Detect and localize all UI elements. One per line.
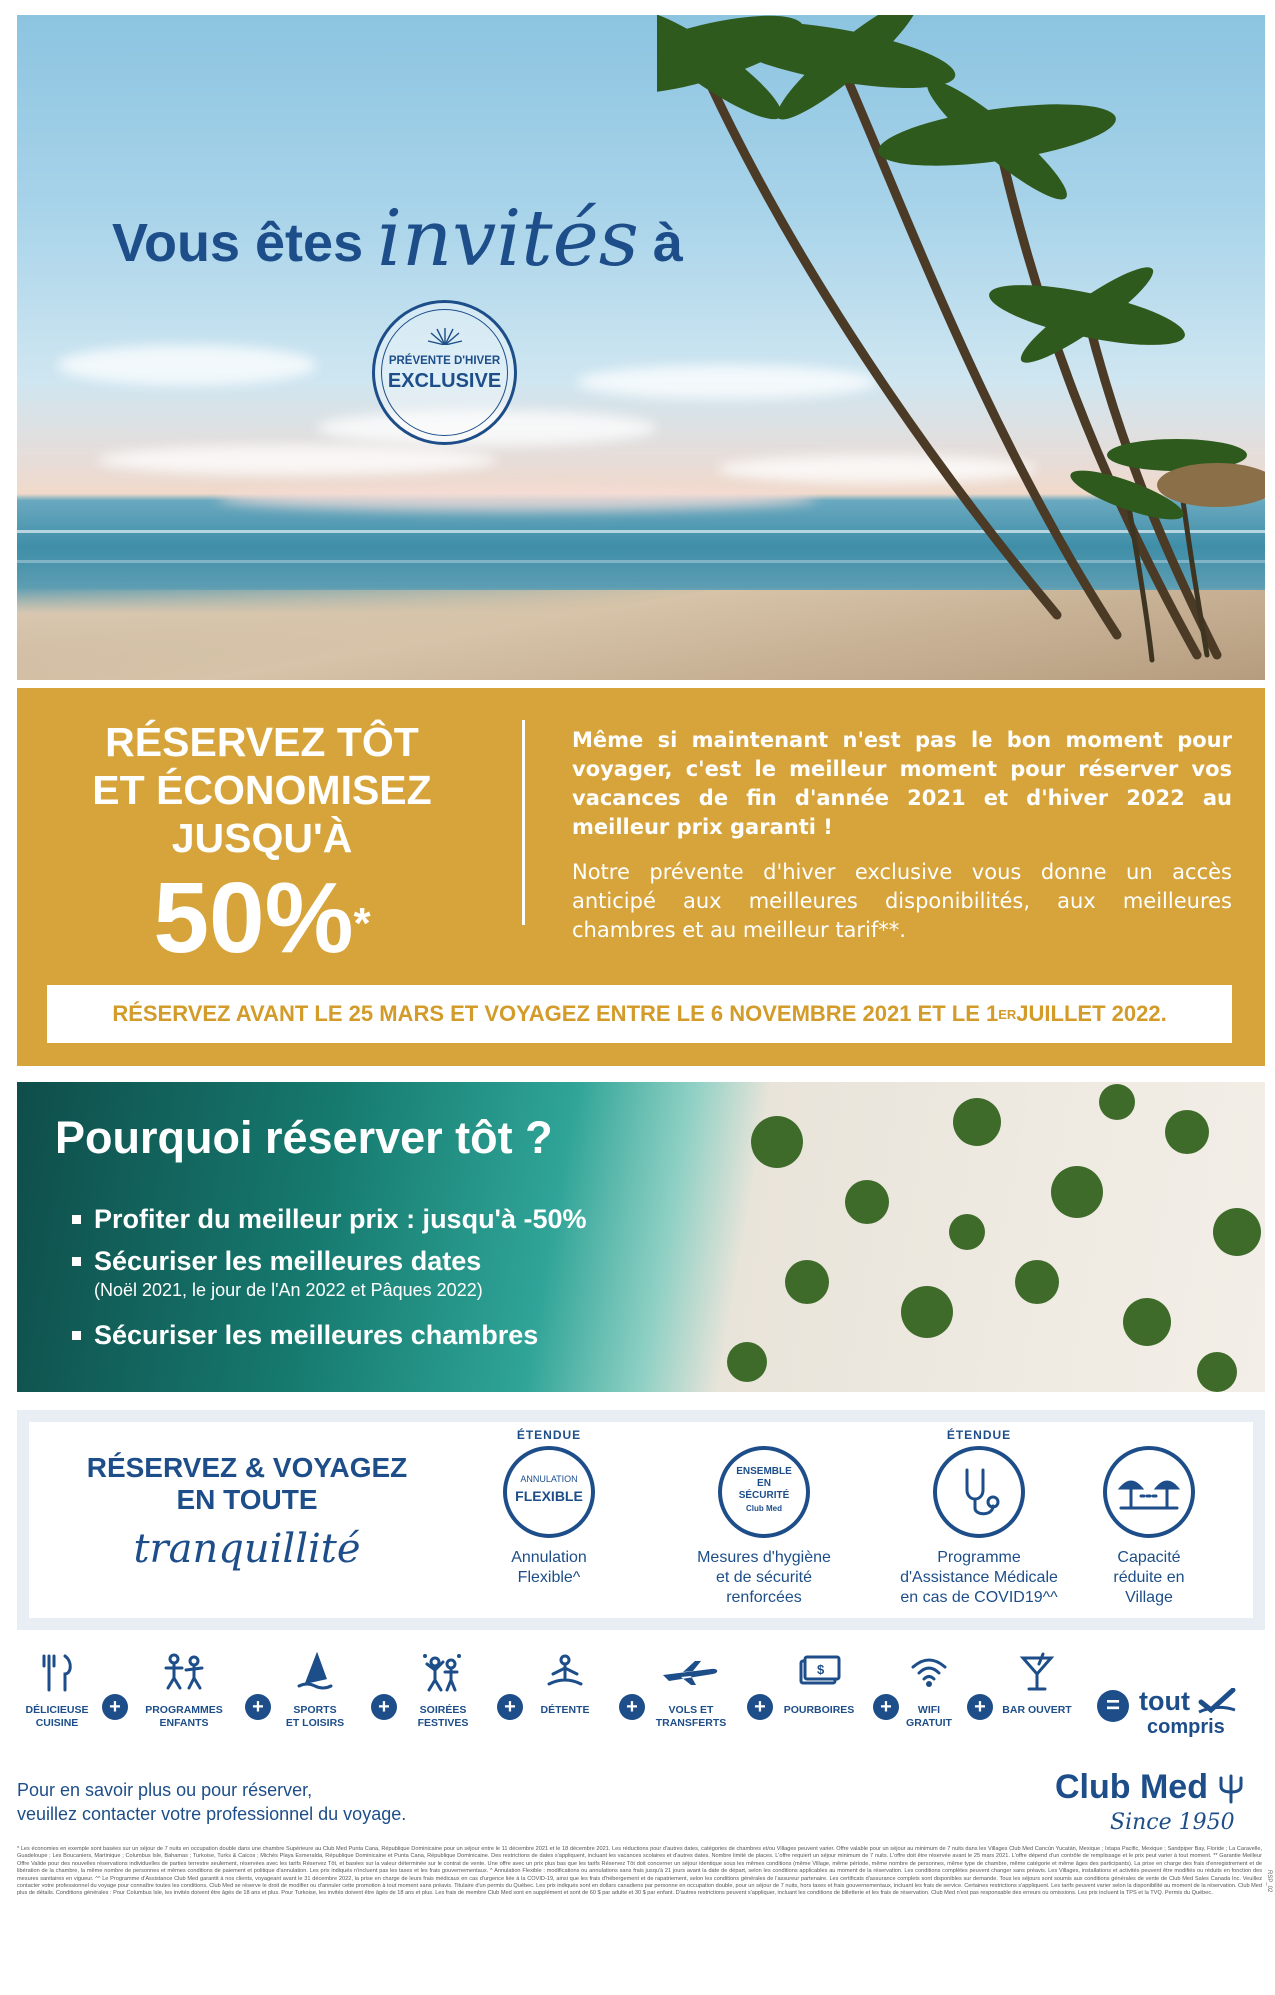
plus-icon: + bbox=[873, 1694, 899, 1720]
icon-text: SÉCURITÉ bbox=[738, 1490, 790, 1501]
feature-caption bbox=[664, 1548, 864, 1608]
badge-line-1: PRÉVENTE D'HIVER bbox=[388, 355, 501, 367]
inclusion-flights bbox=[641, 1648, 741, 1730]
inclusion-cuisine bbox=[7, 1648, 107, 1730]
label-line: DÉLICIEUSE bbox=[25, 1704, 89, 1716]
caption-line: Mesures d'hygiène bbox=[697, 1549, 831, 1566]
badge-line-2: EXCLUSIVE bbox=[387, 370, 502, 392]
hero-banner bbox=[17, 15, 1265, 680]
contact-info bbox=[17, 1778, 406, 1826]
svg-text:$: $ bbox=[817, 1662, 825, 1677]
inclusion-label bbox=[265, 1704, 365, 1730]
stethoscope-glyph bbox=[937, 1450, 1021, 1534]
inclusion-tips bbox=[769, 1648, 869, 1717]
contact-line: veuillez contacter votre professionnel du voyage. bbox=[17, 1804, 407, 1824]
benefit-item: Sécuriser les meilleures chambres bbox=[72, 1318, 587, 1352]
savings-percent bbox=[47, 862, 477, 974]
all-inclusive-row bbox=[17, 1648, 1265, 1758]
caption-line: Annulation bbox=[511, 1549, 587, 1566]
spacer bbox=[72, 1236, 587, 1244]
inclusion-relaxation bbox=[515, 1648, 615, 1717]
plus-icon: + bbox=[967, 1694, 993, 1720]
feature-hygiene-safety bbox=[664, 1428, 864, 1608]
cocktail-icon bbox=[987, 1648, 1087, 1696]
percent-footnote-mark: * bbox=[353, 899, 371, 948]
label-line: CUISINE bbox=[35, 1717, 79, 1729]
caption-line: Village bbox=[1125, 1589, 1173, 1606]
plane-icon bbox=[641, 1648, 741, 1696]
palm-trees-image bbox=[657, 15, 1265, 680]
label-line: FESTIVES bbox=[417, 1717, 469, 1729]
why-book-early-section bbox=[17, 1082, 1265, 1392]
inclusion-label bbox=[879, 1704, 979, 1730]
exclusive-presale-badge bbox=[372, 300, 517, 445]
plus-icon: + bbox=[245, 1694, 271, 1720]
headline-line: RÉSERVEZ TÔT bbox=[105, 719, 419, 765]
savings-headline bbox=[47, 718, 477, 974]
hero-title-text: Vous êtes bbox=[112, 213, 364, 273]
plus-icon: + bbox=[371, 1694, 397, 1720]
inclusion-label bbox=[641, 1704, 741, 1730]
stethoscope-icon bbox=[933, 1446, 1025, 1538]
label-line: ET LOISIRS bbox=[285, 1717, 345, 1729]
heading-script: tranquillité bbox=[133, 1526, 361, 1572]
label-line: GRATUIT bbox=[906, 1717, 952, 1729]
safe-together-icon bbox=[718, 1446, 810, 1538]
icon-text: Club Med bbox=[746, 1504, 782, 1513]
hero-title bbox=[112, 190, 683, 284]
label-line: ENFANTS bbox=[159, 1717, 209, 1729]
extended-label bbox=[664, 1428, 864, 1446]
tout-text: tout bbox=[1139, 1686, 1190, 1716]
benefit-item: Profiter du meilleur prix : jusqu'à -50% bbox=[72, 1202, 587, 1236]
label-line: TRANSFERTS bbox=[655, 1717, 727, 1729]
label-line: DÉTENTE bbox=[540, 1704, 590, 1716]
kids-icon bbox=[134, 1648, 234, 1696]
label-line: POURBOIRES bbox=[783, 1704, 855, 1716]
inclusion-label bbox=[7, 1704, 107, 1730]
party-icon bbox=[393, 1648, 493, 1696]
plus-icon: + bbox=[619, 1694, 645, 1720]
caption-line: Capacité bbox=[1117, 1549, 1181, 1566]
early-booking-offer bbox=[17, 688, 1265, 1066]
heading-line: EN TOUTE bbox=[176, 1484, 318, 1515]
label-line: BAR OUVERT bbox=[1002, 1704, 1072, 1716]
icon-text: ENSEMBLE bbox=[736, 1466, 792, 1477]
caption-line: Programme bbox=[937, 1549, 1021, 1566]
cutlery-icon bbox=[7, 1648, 107, 1696]
caption-line: d'Assistance Médicale bbox=[900, 1569, 1058, 1586]
label-line: VOLS ET bbox=[668, 1704, 714, 1716]
inclusion-wifi bbox=[879, 1648, 979, 1730]
caption-line: et de sécurité bbox=[715, 1569, 813, 1586]
inclusion-kids bbox=[134, 1648, 234, 1730]
label-line: SOIRÉES bbox=[419, 1704, 467, 1716]
caption-line: réduite en bbox=[1113, 1569, 1185, 1586]
money-icon bbox=[769, 1648, 869, 1696]
extended-label: ÉTENDUE bbox=[946, 1428, 1012, 1442]
offer-paragraph-1: Même si maintenant n'est pas le bon moment pour voyager, c'est le meilleur moment pour réserver vos vacances de fin d'année 2021 et d'hiver 2022 au meilleur prix garanti ! bbox=[572, 728, 1232, 839]
inclusion-label bbox=[769, 1704, 869, 1717]
hero-title-script: invités bbox=[377, 194, 639, 284]
since-1950: Since 1950 bbox=[1110, 1810, 1235, 1835]
brand-name: Club Med bbox=[1055, 1768, 1208, 1806]
equals-icon: = bbox=[1097, 1690, 1129, 1722]
beach-distance-icon bbox=[1103, 1446, 1195, 1538]
inclusion-parties bbox=[393, 1648, 493, 1730]
icon-text: FLEXIBLE bbox=[515, 1488, 583, 1504]
yoga-icon bbox=[515, 1648, 615, 1696]
section-title: Pourquoi réserver tôt ? bbox=[55, 1112, 553, 1163]
legal-fine-print: * Les économies en exemple sont basées sur un séjour de 7 nuits en occupation double dans une chambre Supérieure au Club Med Punta Cana, République Dominicaine pour un séjour entre le 11 décembre 2021 et le 18 décembre 2021. Les réductions pour d'autres dates, catégories de chambres et/ou Villages peuvent varier. Offre valable pour un séjour au minimum de 7 nuits dans les Villages Club Med Cancún Yucatán, Mexique ; Ixtapa Pacific, Mexique ; Sandpiper Bay, Floride ; La Caravelle, Guadeloupe ; Les Boucaniers, Martinique ; Columbus Isle, Bahamas ; Turkoise, Turks & Caicos ; Michès Playa Esmeralda, République Dominicaine et Punta Cana, République Dominicaine. Des restrictions de dates s'appliquent, incluant les vacances scolaires et d'autres dates. Nombre limité de places. L'offre requiert un séjour minimum de 7 nuits. L'offre doit être réservée avant le 25 mars 2021. L'offre dépend d'un contrôle de remplissage et le prix peut varier à tout moment. ** Garantie Meilleur Offre Valide pour des nouvelles réservations individuelles de parties terrestre seulement, réservées avec les tarifs Réservez Tôt, et basées sur la valeur déterminée sur le contrat de vente. Une offre avec un prix plus bas que les tarifs Réservez Tôt doit concerner un séjour identique sous les mêmes conditions (même Village, même période, même nombre de personnes, même type de chambre, même catégorie et même âges des participants). La prise en charge des frais d'enregistrement et de libération de la chambre, la même nombre de personnes et mêmes conditions de paiement et politique d'annulation. Les prix indiqués n'incluent pas les taxes et les frais gouvernementaux. ^ Annulation Flexible : modifications ou annulations sans frais jusqu'à 21 jours avant la date de départ, selon les conditions applicables au moment de la réservation. Les conditions complètes peuvent changer sans préavis. Les Villages, installations et activités peuvent être modifiés ou réduits en fonction des mesures sanitaires en vigueur. ^^ Le Programme d'Assistance Club Med garantit à nos clients, voyageant avant le 31 décembre 2022, la prise en charge de leurs frais médicaux en cas d'urgence liée à la COVID-19, ainsi que les frais d'hébergement et de rapatriement, selon les conditions générales de l'assureur partenaire. Les certificats d'assurance complets sont disponibles sur demande. Tous les séjours sont soumis aux conditions générales de vente de Club Med Sales Canada Inc. Veuillez contacter votre professionnel du voyage pour connaître toutes les conditions. Club Med se réserve le droit de modifier ou d'annuler cette promotion à tout moment sans préavis. Titulaire d'un permis du Québec. Les prix indiqués sont en dollars canadiens par personne en occupation double, pour un séjour de 7 nuits, hors taxes et frais gouvernementaux, incluant les frais de service. Certaines restrictions s'appliquent. Les tarifs peuvent varier selon la disponibilité au moment de la réservation. Club Med plus de détails. Conditions générales : Pour Columbus Isle, les invités doivent être âgés de 18 ans et plus. Pour Turkoise, les invités doivent être âgés de 18 ans et plus. Les frais de membre Club Med sont en supplément et sont de 60 $ par adulte et 30 $ par enfant. D'autres restrictions peuvent s'appliquer, incluant les conditions de billetterie et les frais de réservation. Club Med n'est pas responsable des erreurs ou omissions. Les prix incluent la TPS et la TVQ. Permis du Québec. bbox=[17, 1846, 1262, 1897]
benefit-item: Sécuriser les meilleures dates bbox=[72, 1244, 587, 1278]
peace-of-mind-section bbox=[17, 1410, 1265, 1630]
wifi-icon bbox=[879, 1648, 979, 1696]
sunrise-icon bbox=[427, 327, 463, 345]
checkmark-icon bbox=[1197, 1688, 1237, 1714]
flexible-cancellation-icon bbox=[503, 1446, 595, 1538]
aerial-palm-trees-image bbox=[717, 1082, 1265, 1392]
inclusion-label bbox=[515, 1704, 615, 1717]
contact-line: Pour en savoir plus ou pour réserver, bbox=[17, 1780, 313, 1800]
label-line: WIFI bbox=[917, 1704, 941, 1716]
compris-text: compris bbox=[1147, 1716, 1225, 1738]
cloud bbox=[97, 445, 497, 475]
inclusion-open-bar bbox=[987, 1648, 1087, 1717]
benefits-list bbox=[72, 1202, 587, 1352]
extended-label: ÉTENDUE bbox=[516, 1428, 582, 1442]
headline-line: ET ÉCONOMISEZ bbox=[92, 767, 432, 813]
all-inclusive-label bbox=[1139, 1688, 1237, 1740]
banner-superscript: ER bbox=[998, 1006, 1017, 1022]
offer-description bbox=[572, 726, 1232, 945]
extended-label bbox=[1049, 1428, 1249, 1446]
banner-text: RÉSERVEZ AVANT LE 25 MARS ET VOYAGEZ ENTRE LE 6 NOVEMBRE 2021 ET LE 1 bbox=[112, 1001, 999, 1026]
peace-of-mind-heading bbox=[57, 1452, 437, 1572]
club-med-logo bbox=[1055, 1768, 1245, 1807]
inclusion-sports bbox=[265, 1648, 365, 1730]
print-code: RSP_02 bbox=[1266, 1870, 1272, 1893]
percent-value: 50% bbox=[153, 862, 354, 974]
inclusion-label bbox=[393, 1704, 493, 1730]
plus-icon: + bbox=[102, 1694, 128, 1720]
icon-text: ANNULATION bbox=[520, 1474, 578, 1484]
caption-line: renforcées bbox=[726, 1589, 802, 1606]
label-line: SPORTS bbox=[293, 1704, 337, 1716]
plus-icon: + bbox=[747, 1694, 773, 1720]
caption-line: Flexible^ bbox=[517, 1569, 581, 1586]
trident-icon bbox=[1217, 1774, 1245, 1804]
feature-reduced-capacity bbox=[1049, 1428, 1249, 1608]
feature-caption bbox=[1049, 1548, 1249, 1608]
booking-window-banner bbox=[47, 985, 1232, 1043]
benefit-note: (Noël 2021, le jour de l'An 2022 et Pâques 2022) bbox=[94, 1280, 483, 1300]
feature-caption bbox=[449, 1548, 649, 1588]
offer-paragraph-2: Notre prévente d'hiver exclusive vous donne un accès anticipé aux meilleures disponibilités, aux meilleures chambres et au meilleur tarif**. bbox=[572, 860, 1232, 942]
windsurf-icon bbox=[265, 1648, 365, 1696]
hero-title-text: à bbox=[652, 213, 683, 273]
beach-umbrellas-glyph bbox=[1107, 1450, 1191, 1534]
feature-flexible-cancellation bbox=[449, 1428, 649, 1588]
divider bbox=[522, 720, 525, 925]
inclusion-label bbox=[134, 1704, 234, 1730]
label-line: PROGRAMMES bbox=[145, 1704, 223, 1716]
heading-line: RÉSERVEZ & VOYAGEZ bbox=[86, 1452, 408, 1483]
headline-line: JUSQU'À bbox=[171, 815, 353, 861]
banner-text: JUILLET 2022. bbox=[1016, 1001, 1167, 1026]
caption-line: en cas de COVID19^^ bbox=[900, 1589, 1058, 1606]
cloud bbox=[57, 345, 317, 385]
plus-icon: + bbox=[497, 1694, 523, 1720]
icon-text: EN bbox=[757, 1478, 771, 1489]
inclusion-label bbox=[987, 1704, 1087, 1717]
